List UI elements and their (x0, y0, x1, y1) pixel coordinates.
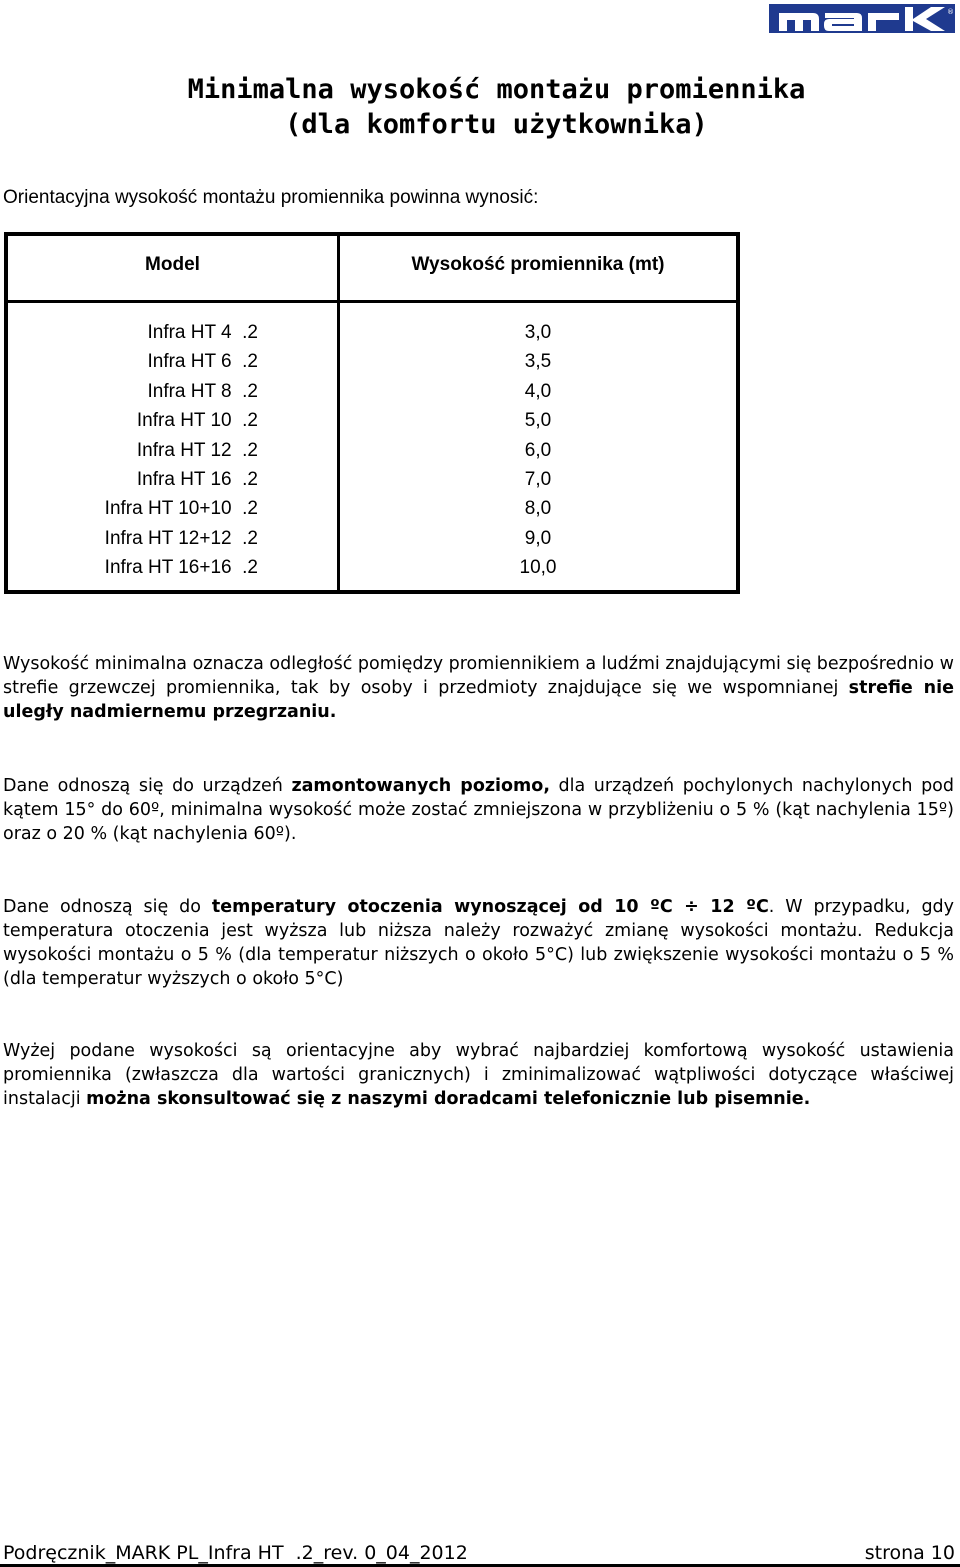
model-cell: Infra HT 10+10 .2 (104, 498, 258, 520)
intro-text: Orientacyjna wysokość montażu promiennika powinna wynosić: (3, 187, 539, 208)
paragraph-temperature (3, 895, 954, 991)
height-cell: 9,0 (524, 527, 552, 549)
paragraph-contact (3, 1039, 954, 1111)
p3-text-c: . W przypadku, gdy temperatura otoczenia jest wyższa lub niższa należy rozważyć zmianę wysokości montażu. Redukcja wysokości montażu o 5 % (dla temperatur niższych o około 5°C) lub zwiększenie wysokości montażu o 5 % (dla temperatur wyższych o około 5°C) (3, 897, 955, 989)
table-header-divider (8, 300, 736, 303)
p4-bold: można skonsultować się z naszymi doradcami telefonicznie lub pisemnie. (86, 1089, 811, 1109)
mark-logo-graphic (769, 4, 955, 36)
page-title-line1: Minimalna wysokość montażu promiennika (187, 74, 806, 105)
height-table (4, 232, 740, 594)
footer-page-number: strona 10 (864, 1542, 955, 1564)
mark-logo (769, 4, 955, 36)
height-cell: 6,0 (524, 439, 552, 461)
model-cell: Infra HT 10 .2 (136, 410, 258, 432)
model-cell: Infra HT 16+16 .2 (104, 557, 258, 579)
page-title-line2: (dla komfortu użytkownika) (285, 109, 708, 140)
p1-bold: strefie nie uległy nadmiernemu przegrzaniu. (3, 678, 954, 722)
height-cell: 3,5 (524, 351, 552, 373)
height-cell: 3,0 (524, 322, 552, 343)
registered-mark: ® (947, 8, 954, 16)
height-cell: 10,0 (519, 557, 557, 579)
p2-text-c: dla urządzeń pochylonych nachylonych pod kątem 15° do 60º, minimalna wysokość może zostać zmniejszona w przybliżeniu o 5 % (kąt nachylenia 15º) oraz o 20 % (kąt nachylenia 60º). (3, 776, 954, 844)
p3-text-a: Dane odnoszą się do (3, 897, 212, 917)
model-cell: Infra HT 8 .2 (147, 380, 258, 402)
height-cell: 4,0 (524, 380, 552, 402)
p2-bold: zamontowanych poziomo, (291, 776, 550, 796)
model-cell: Infra HT 6 .2 (147, 351, 258, 373)
paragraph-definition (3, 652, 954, 724)
model-column (8, 318, 258, 583)
p1-text: Wysokość minimalna oznacza odległość pomiędzy promiennikiem a ludźmi znajdującymi się bezpośrednio w strefie grzewczej promiennika, tak by osoby i przedmioty znajdujące się we wspomnianej (3, 654, 954, 698)
page-footer (3, 1542, 955, 1564)
model-cell: Infra HT 4 .2 (147, 322, 258, 343)
height-cell: 8,0 (524, 498, 552, 520)
footer-document-id: Podręcznik_MARK PL_Infra HT .2_rev. 0_04_2012 (3, 1542, 468, 1564)
p3-bold: temperatury otoczenia wynoszącej od 10 ºC ÷ 12 ºC (211, 897, 769, 917)
paragraph-inclination (3, 774, 954, 846)
height-cell: 7,0 (524, 468, 552, 490)
height-cell: 5,0 (524, 410, 552, 432)
p2-text-a: Dane odnoszą się do urządzeń (3, 776, 292, 796)
model-cell: Infra HT 16 .2 (136, 468, 258, 490)
model-cell: Infra HT 12+12 .2 (104, 527, 258, 549)
p4-text-a: Wyżej podane wysokości są orientacyjne aby wybrać najbardziej komfortową wysokość ustawienia promiennika (zwłaszcza dla wartości granicznych) i zminimalizować wątpliwości dotyczące właściwej instalacji (3, 1041, 954, 1109)
height-column (340, 318, 736, 583)
header-model: Model (145, 254, 200, 275)
model-cell: Infra HT 12 .2 (136, 439, 258, 461)
header-height: Wysokość promiennika (mt) (411, 254, 665, 275)
